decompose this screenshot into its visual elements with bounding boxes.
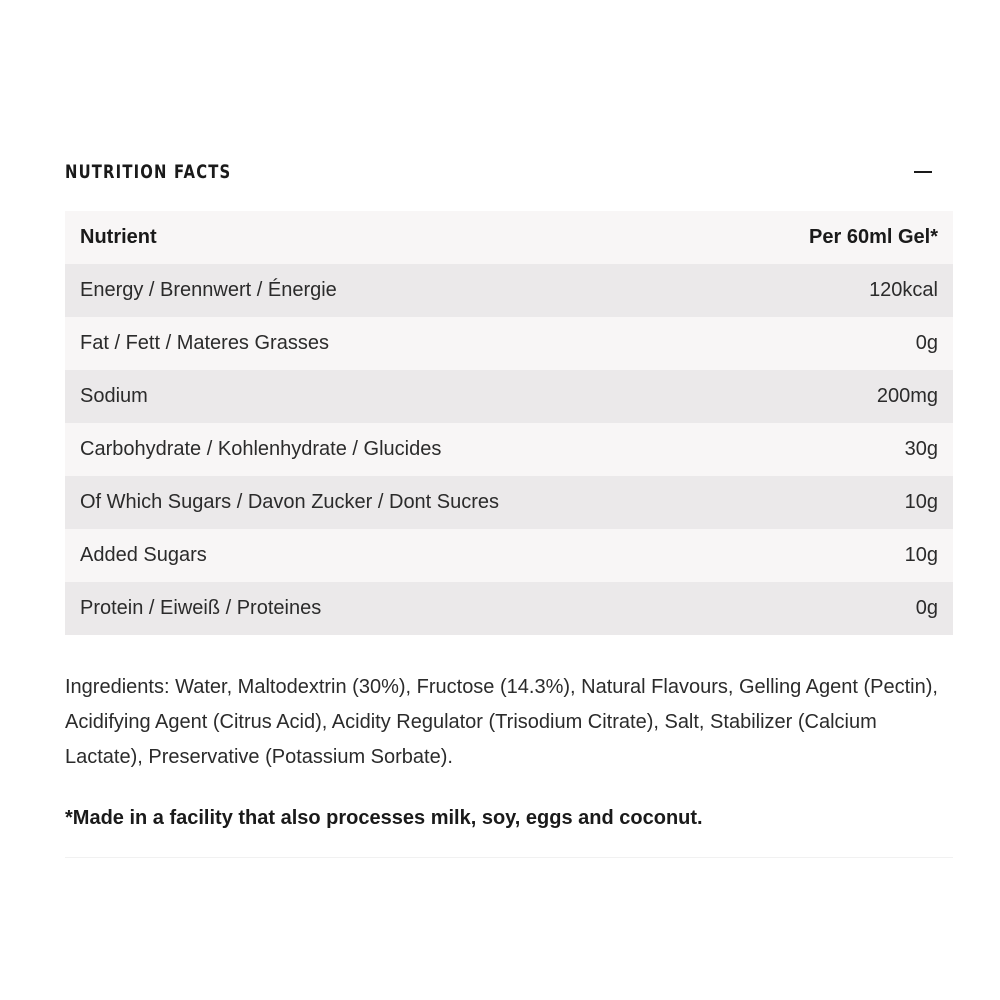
table-row	[65, 264, 953, 317]
column-header-per-serving: Per 60ml Gel*	[809, 226, 938, 248]
table-row	[65, 529, 953, 582]
nutrient-value: 0g	[915, 597, 938, 619]
table-header-row	[65, 211, 953, 264]
table-row	[65, 423, 953, 476]
nutrient-label: Of Which Sugars / Davon Zucker / Dont Sucres	[80, 491, 500, 513]
nutrition-table	[65, 211, 953, 635]
table-row	[65, 370, 953, 423]
nutrient-value: 10g	[904, 544, 938, 566]
nutrient-label: Added Sugars	[80, 544, 207, 566]
allergen-note: *Made in a facility that also processes milk, soy, eggs and coconut.	[65, 807, 703, 829]
nutrition-facts-section	[65, 150, 953, 858]
section-title: NUTRITION FACTS	[65, 161, 232, 183]
table-row	[65, 317, 953, 370]
column-header-nutrient: Nutrient	[80, 226, 157, 248]
ingredients-text: Ingredients: Water, Maltodextrin (30%), Fructose (14.3%), Natural Flavours, Gelling Agent (Pectin), Acidifying Agent (Citrus Acid), Acidity Regulator (Trisodium Citrate), Salt, Stabilizer (Calcium Lactate), Preservative (Potassium Sorbate).	[65, 676, 938, 768]
nutrient-label: Protein / Eiweiß / Proteines	[80, 597, 322, 619]
table-row	[65, 476, 953, 529]
table-row	[65, 582, 953, 635]
section-divider	[65, 857, 953, 858]
nutrition-facts-accordion-toggle[interactable]	[65, 150, 953, 194]
nutrient-label: Fat / Fett / Materes Grasses	[80, 332, 329, 354]
nutrient-value: 30g	[904, 438, 938, 460]
nutrient-value: 200mg	[876, 385, 938, 407]
nutrient-label: Sodium	[80, 385, 148, 407]
nutrient-value: 120kcal	[869, 279, 938, 301]
nutrient-value: 10g	[904, 491, 938, 513]
nutrient-label: Carbohydrate / Kohlenhydrate / Glucides	[80, 438, 442, 460]
nutrient-value: 0g	[915, 332, 938, 354]
minus-icon[interactable]	[905, 154, 941, 190]
nutrient-label: Energy / Brennwert / Énergie	[80, 279, 337, 301]
